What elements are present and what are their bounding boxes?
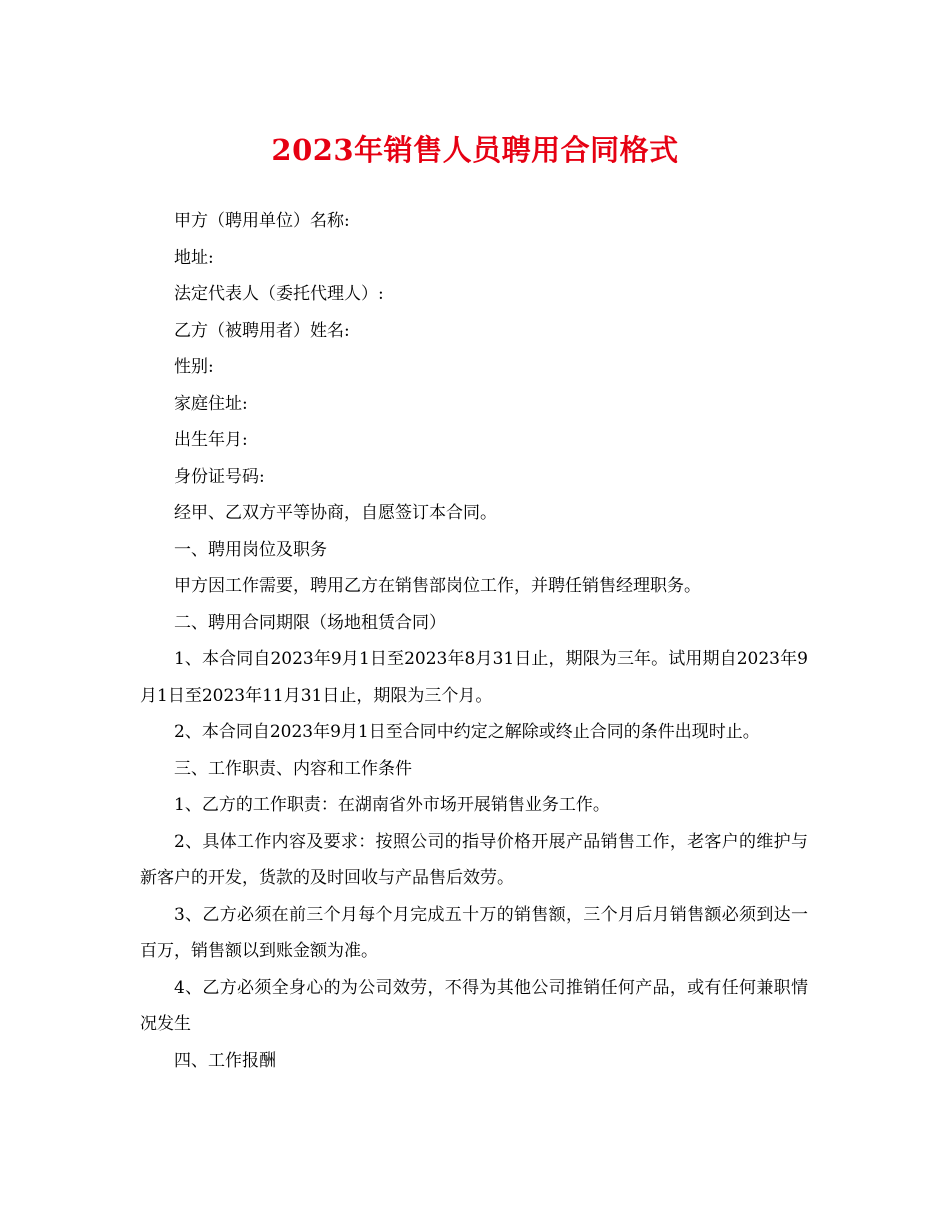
section-1-heading: 一、聘用岗位及职务 xyxy=(174,539,327,560)
section-3-clause-1: 1、乙方的工作职责：在湖南省外市场开展销售业务工作。 xyxy=(174,795,610,815)
address-field: 地址: xyxy=(174,247,214,268)
document-body xyxy=(140,203,808,1079)
birth-date-field: 出生年月: xyxy=(174,430,248,450)
section-3-clause-4: 4、乙方必须全身心的为公司效劳，不得为其他公司推销任何产品，或有任何兼职情况发生 xyxy=(140,977,808,1034)
section-3-clause-2: 2、具体工作内容及要求：按照公司的指导价格开展产品销售工作，老客户的维护与新客户的开发，货款的及时回收与产品售后效劳。 xyxy=(140,831,808,888)
home-address-field: 家庭住址: xyxy=(174,393,248,414)
party-b-name-field: 乙方（被聘用者）姓名: xyxy=(174,320,350,341)
section-2-clause-2: 2、本合同自2023年9月1日至合同中约定之解除或终止合同的条件出现时止。 xyxy=(174,722,760,742)
section-2-clause-1: 1、本合同自2023年9月1日至2023年8月31日止，期限为三年。试用期自2023年9月1日至2023年11月31日止，期限为三个月。 xyxy=(140,649,808,706)
gender-field: 性别: xyxy=(174,357,214,377)
id-number-field: 身份证号码: xyxy=(174,466,265,487)
agreement-intro: 经甲、乙双方平等协商，自愿签订本合同。 xyxy=(174,503,497,523)
section-1-text: 甲方因工作需要，聘用乙方在销售部岗位工作，并聘任销售经理职务。 xyxy=(174,576,701,596)
section-2-heading: 二、聘用合同期限（场地租赁合同） xyxy=(174,612,446,633)
section-3-heading: 三、工作职责、内容和工作条件 xyxy=(174,758,412,779)
party-a-name-field: 甲方（聘用单位）名称: xyxy=(174,211,350,231)
section-4-heading: 四、工作报酬 xyxy=(174,1050,276,1071)
section-3-clause-3: 3、乙方必须在前三个月每个月完成五十万的销售额，三个月后月销售额必须到达一百万，销售额以到账金额为准。 xyxy=(140,904,808,961)
document-title: 2023年销售人员聘用合同格式 xyxy=(271,133,679,167)
legal-representative-field: 法定代表人（委托代理人）: xyxy=(174,284,384,304)
